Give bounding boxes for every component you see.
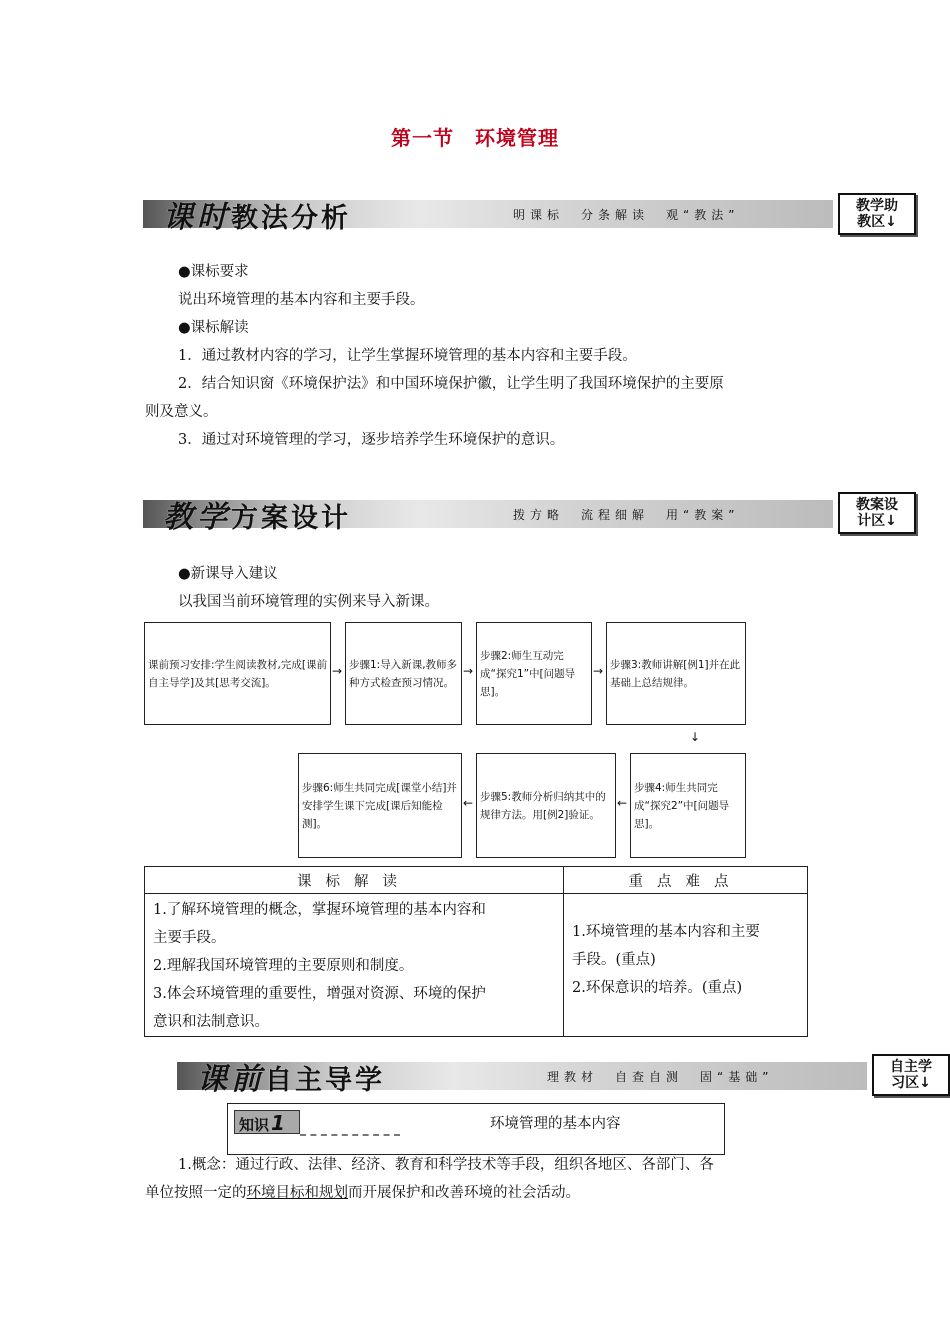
section-tag-teaching-aid	[838, 193, 916, 235]
concept-underline: 环境目标和规划	[246, 1185, 348, 1201]
req-heading: ●课标要求	[178, 264, 249, 280]
banner-subtitle: 拨方略 流程细解 用“教案”	[513, 508, 740, 522]
tag-line: 教区↓	[857, 214, 897, 230]
tag-line: 计区↓	[857, 513, 897, 529]
flow-step-6: 步骤6:师生共同完成[课堂小结]并安排学生课下完成[课后知能检测]。	[298, 753, 462, 858]
flow-arrow-down: ↓	[690, 730, 701, 744]
page-title: 第一节 环境管理	[391, 126, 559, 150]
concept-text: 单位按照一定的	[145, 1185, 247, 1201]
flow-arrow-left: ←	[463, 796, 474, 810]
table-line: 手段。(重点)	[572, 952, 656, 968]
table-header-objectives: 课标解读	[145, 867, 564, 894]
knowledge-box	[227, 1103, 725, 1155]
flow-step-1: 步骤1:导入新课,教师多种方式检查预习情况。	[345, 622, 462, 725]
read-item-3: 3．通过对环境管理的学习，逐步培养学生环境保护的意识。	[178, 432, 565, 448]
concept-line-1: 1.概念：通过行政、法律、经济、教育和科学技术等手段，组织各地区、各部门、各	[178, 1157, 714, 1173]
read-item-2: 2．结合知识窗《环境保护法》和中国环境保护徽，让学生明了我国环境保护的主要原	[178, 376, 724, 392]
table-line: 1.环境管理的基本内容和主要	[572, 924, 760, 940]
flow-step-2: 步骤2:师生互动完成“探究1”中[问题导思]。	[476, 622, 592, 725]
concept-line-2	[145, 1183, 580, 1203]
flow-step-5: 步骤5:教师分析归纳其中的规律方法。用[例2]验证。	[476, 753, 616, 858]
flow-box-preview: 课前预习安排:学生阅读教材,完成[课前自主导学]及其[思考交流]。	[144, 622, 331, 725]
read-item-2-cont: 则及意义。	[145, 404, 218, 420]
table-line: 2.理解我国环境管理的主要原则和制度。	[153, 958, 414, 974]
banner-title: 课前自主导学	[197, 1062, 385, 1097]
table-row	[145, 894, 808, 1037]
section-banner-self-study	[177, 1062, 867, 1097]
section-banner-lesson-design	[143, 500, 833, 535]
flow-arrow-left: ←	[617, 796, 628, 810]
table-cell-objectives	[145, 894, 564, 1037]
table-line: 意识和法制意识。	[153, 1014, 269, 1030]
tag-line: 习区↓	[891, 1075, 931, 1091]
banner-subtitle: 理教材 自查自测 固“基础”	[547, 1070, 774, 1084]
table-line: 1.了解环境管理的概念，掌握环境管理的基本内容和	[153, 902, 486, 918]
flow-step-4: 步骤4:师生共同完成“探究2”中[问题导思]。	[630, 753, 746, 858]
banner-subtitle: 明课标 分条解读 观“教法”	[513, 208, 740, 222]
table-line: 3.体会环境管理的重要性，增强对资源、环境的保护	[153, 986, 486, 1002]
table-header-row	[145, 867, 808, 894]
objectives-table	[144, 866, 808, 1037]
concept-text: 而开展保护和改善环境的社会活动。	[348, 1185, 580, 1201]
intro-heading: ●新课导入建议	[178, 566, 278, 582]
read-item-1: 1．通过教材内容的学习，让学生掌握环境管理的基本内容和主要手段。	[178, 348, 637, 364]
knowledge-title: 环境管理的基本内容	[490, 1116, 621, 1132]
req-text: 说出环境管理的基本内容和主要手段。	[178, 292, 425, 308]
tag-line: 自主学	[890, 1059, 932, 1075]
table-cell-keypoints	[564, 894, 808, 1037]
flow-arrow-right: →	[593, 664, 604, 678]
read-heading: ●课标解读	[178, 320, 249, 336]
section-tag-lesson-plan	[838, 492, 916, 534]
section-banner-teaching-analysis	[143, 200, 833, 235]
intro-text: 以我国当前环境管理的实例来导入新课。	[178, 594, 439, 610]
banner-title: 课时教法分析	[163, 200, 351, 235]
table-header-keypoints: 重点难点	[564, 867, 808, 894]
table-line: 2.环保意识的培养。(重点)	[572, 980, 743, 996]
knowledge-badge-dash	[300, 1134, 400, 1136]
flow-arrow-right: →	[332, 664, 343, 678]
banner-title: 教学方案设计	[163, 500, 351, 535]
tag-line: 教案设	[856, 497, 898, 513]
tag-line: 教学助	[856, 198, 898, 214]
table-line: 主要手段。	[153, 930, 226, 946]
section-tag-self-study	[872, 1054, 950, 1096]
knowledge-badge	[234, 1108, 404, 1138]
knowledge-badge-label: 知识 1	[234, 1110, 300, 1134]
flow-arrow-right: →	[463, 664, 474, 678]
flow-step-3: 步骤3:教师讲解[例1]并在此基础上总结规律。	[606, 622, 746, 725]
